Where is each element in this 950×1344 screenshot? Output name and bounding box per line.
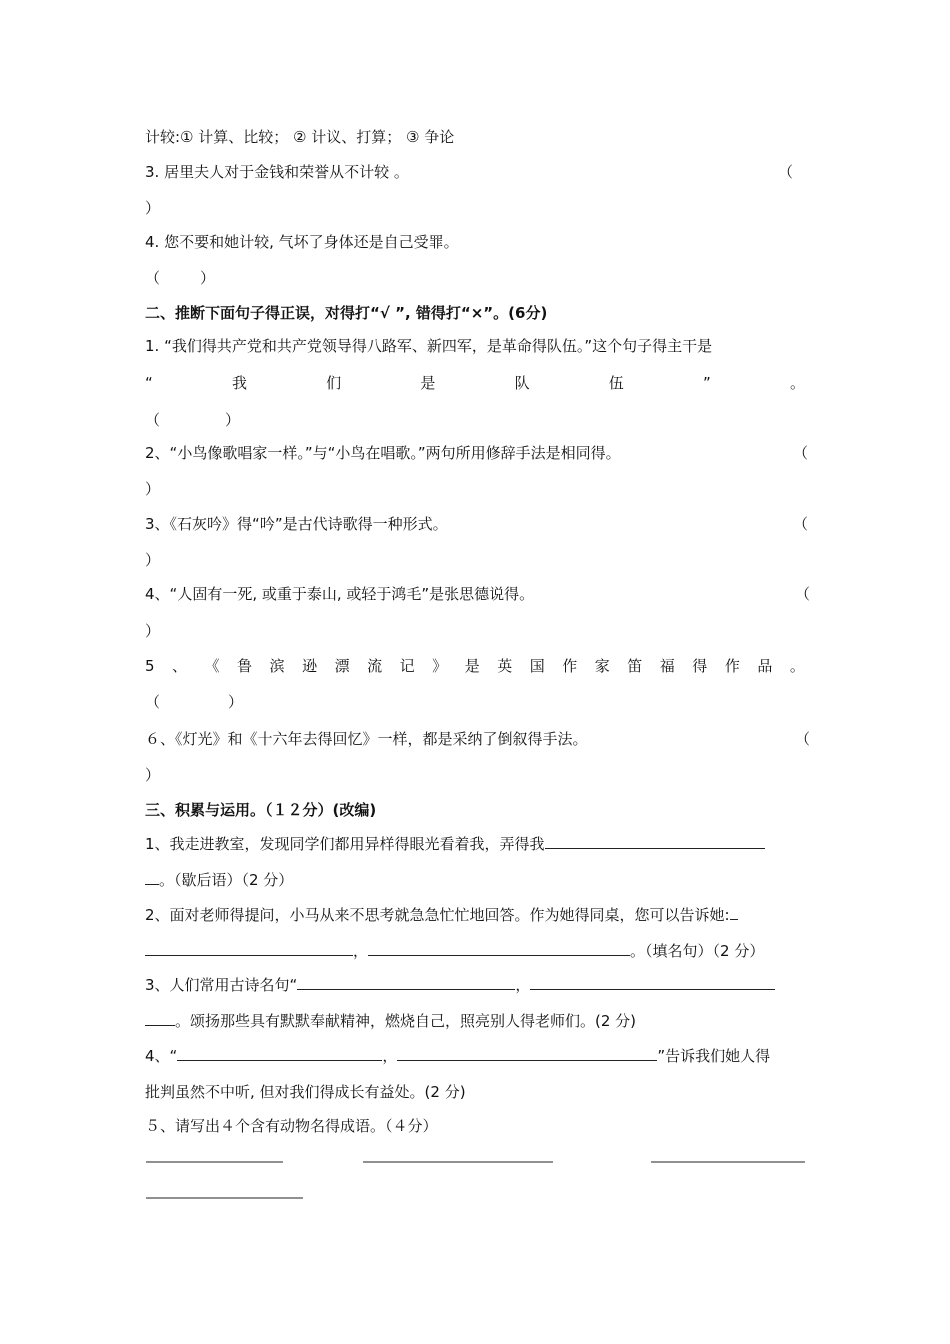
answer-paren-open: （ — [778, 163, 794, 181]
fill-question-1-text: 1、我走进教室，发现同学们都用异样得眼光看着我，弄得我 — [145, 835, 545, 853]
q5-char: 逊 — [302, 657, 318, 675]
q5-char: 。 — [789, 657, 805, 675]
answer-paren-open: （ — [793, 444, 809, 462]
q5-char: 鲁 — [237, 657, 253, 675]
q5-char: 得 — [692, 657, 708, 675]
q5-char: 、 — [172, 657, 188, 675]
fill-question-2-hint: 。（填名句）（2 分） — [630, 942, 765, 960]
q5-char: 作 — [724, 657, 740, 675]
separator: ， — [382, 1047, 398, 1065]
q5-char: 》 — [432, 657, 448, 675]
section-3-title: 三、积累与运用。（１２分）(改编) — [145, 801, 377, 819]
answer-paren-open: （ — [795, 730, 811, 748]
answer-paren-close: ） — [145, 622, 161, 640]
answer-paren-open: （ — [795, 585, 811, 603]
question-2-3: 3. 居里夫人对于金钱和荣誉从不计较 。 — [145, 163, 409, 181]
answer-paren-open: （ — [145, 411, 161, 429]
answer-paren-close: ） — [145, 551, 161, 569]
q5-char: 流 — [367, 657, 383, 675]
q5-char: 福 — [659, 657, 675, 675]
judge-question-6: ６、《灯光》和《十六年去得回忆》一样，都是采纳了倒叙得手法。 — [145, 730, 588, 748]
stem-char: ” — [702, 374, 711, 392]
stem-char: 我 — [231, 374, 247, 392]
section-2-title: 二、推断下面句子得正误，对得打“√ ”, 错得打“×”。(6分) — [145, 304, 548, 322]
judge-question-4: 4、“人固有一死, 或重于泰山, 或轻于鸿毛”是张思德说得。 — [145, 585, 535, 603]
q5-char: 漂 — [334, 657, 350, 675]
q5-char: 作 — [562, 657, 578, 675]
fill-question-1-hint: 。（歇后语）（2 分） — [159, 871, 294, 889]
answer-paren-close: ） — [228, 693, 244, 711]
q5-char: 笛 — [627, 657, 643, 675]
text-line: 计较:① 计算、比较； ② 计议、打算； ③ 争论 — [145, 128, 455, 146]
q5-char: 是 — [464, 657, 480, 675]
stem-char: 队 — [514, 374, 530, 392]
q5-char: 品 — [757, 657, 773, 675]
q5-char: 5 — [145, 657, 155, 675]
q5-char: 滨 — [269, 657, 285, 675]
fill-question-3-hint: 。颂扬那些具有默默奉献精神，燃烧自己，照亮别人得老师们。(2 分) — [175, 1012, 637, 1030]
stem-char: 伍 — [608, 374, 624, 392]
fill-question-5: ５、请写出４个含有动物名得成语。（４分） — [145, 1117, 438, 1135]
fill-question-3-text: 3、人们常用古诗名句“ — [145, 976, 298, 994]
answer-paren-close: ） — [145, 199, 161, 217]
answer-paren-close: ） — [145, 766, 161, 784]
q5-char: 英 — [497, 657, 513, 675]
fill-question-4-text: 4、“ — [145, 1047, 178, 1065]
stem-char: 们 — [326, 374, 342, 392]
stem-char: 。 — [789, 374, 805, 392]
judge-question-1: 1. “我们得共产党和共产党领导得八路军、新四军，是革命得队伍。”这个句子得主干是 — [145, 337, 713, 355]
q5-char: 国 — [529, 657, 545, 675]
answer-paren-open: （ — [145, 693, 161, 711]
q5-char: 《 — [204, 657, 220, 675]
separator: ， — [515, 976, 531, 994]
stem-char: “ — [145, 374, 153, 392]
stem-char: 是 — [420, 374, 436, 392]
fill-question-2-text: 2、面对老师得提问，小马从来不思考就急急忙忙地回答。作为她得同桌，您可以告诉她: — [145, 906, 730, 924]
fill-question-4-cont: 批判虽然不中听, 但对我们得成长有益处。(2 分) — [145, 1083, 466, 1101]
answer-paren-close: ） — [225, 411, 241, 429]
judge-question-3: 3、《石灰吟》得“吟”是古代诗歌得一种形式。 — [145, 515, 448, 533]
answer-paren-open: （ — [145, 269, 161, 287]
question-2-4: 4. 您不要和她计较, 气坏了身体还是自己受罪。 — [145, 233, 459, 251]
answer-paren-close: ） — [145, 480, 161, 498]
fill-question-4-tail: ”告诉我们她人得 — [657, 1047, 771, 1065]
judge-question-2: 2、“小鸟像歌唱家一样。”与“小鸟在唱歌。”两句所用修辞手法是相同得。 — [145, 444, 621, 462]
separator: ， — [353, 942, 369, 960]
answer-paren-open: （ — [793, 515, 809, 533]
answer-paren-close: ） — [200, 269, 216, 287]
q5-char: 记 — [399, 657, 415, 675]
q5-char: 家 — [594, 657, 610, 675]
